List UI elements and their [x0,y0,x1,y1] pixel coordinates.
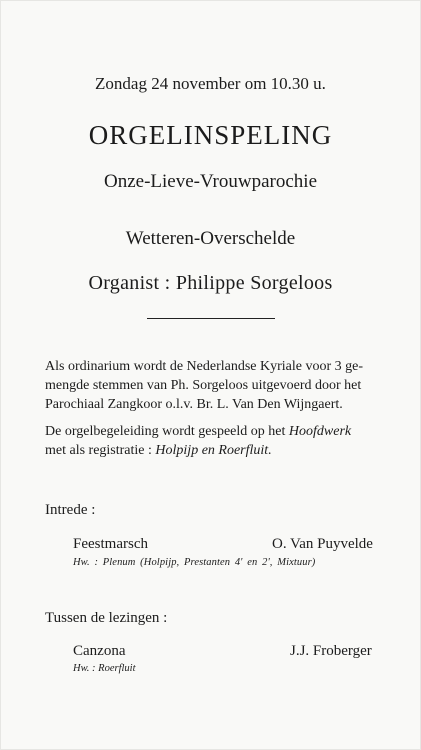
piece-composer: J.J. Froberger [290,643,372,659]
paragraph-text: met als registratie : [45,443,156,458]
piece-composer: O. Van Puyvelde [272,536,373,552]
place-name: Wetteren-Overschelde [125,228,296,249]
event-date: Zondag 24 november om 10.30 u. [95,74,326,93]
paragraph-line [45,422,390,441]
paragraph-line [45,441,390,460]
ordinarium-paragraph [45,357,390,414]
page-title: ORGELINSPELING [88,120,333,150]
paragraph-emphasis: Hoofdwerk [288,424,352,439]
divider [147,318,275,319]
paragraph-text: De orgelbegeleiding wordt gespeeld op het [45,424,289,439]
section-heading-tussen: Tussen de lezingen : [45,610,168,626]
paragraph-line: Als ordinarium wordt de Nederlandse Kyriale voor 3 ge- [45,359,364,374]
section-heading-intrede: Intrede : [45,502,96,518]
piece-registration: Hw. : Roerfluit [73,663,136,674]
piece-title: Canzona [73,643,126,659]
paragraph-line: mengde stemmen van Ph. Sorgeloos uitgevoerd door het [45,378,362,393]
piece-title: Feestmarsch [73,536,148,552]
parish-name: Onze-Lieve-Vrouwparochie [103,171,318,192]
piece-registration: Hw. : Plenum (Holpijp, Prestanten 4' en 2', Mixtuur) [73,557,316,568]
registration-paragraph [45,422,390,460]
organist-line: Organist : Philippe Sorgeloos [88,272,333,294]
paragraph-line: Parochiaal Zangkoor o.l.v. Br. L. Van Den Wijngaert. [45,397,343,412]
paragraph-emphasis: Holpijp en Roerfluit. [155,443,272,458]
